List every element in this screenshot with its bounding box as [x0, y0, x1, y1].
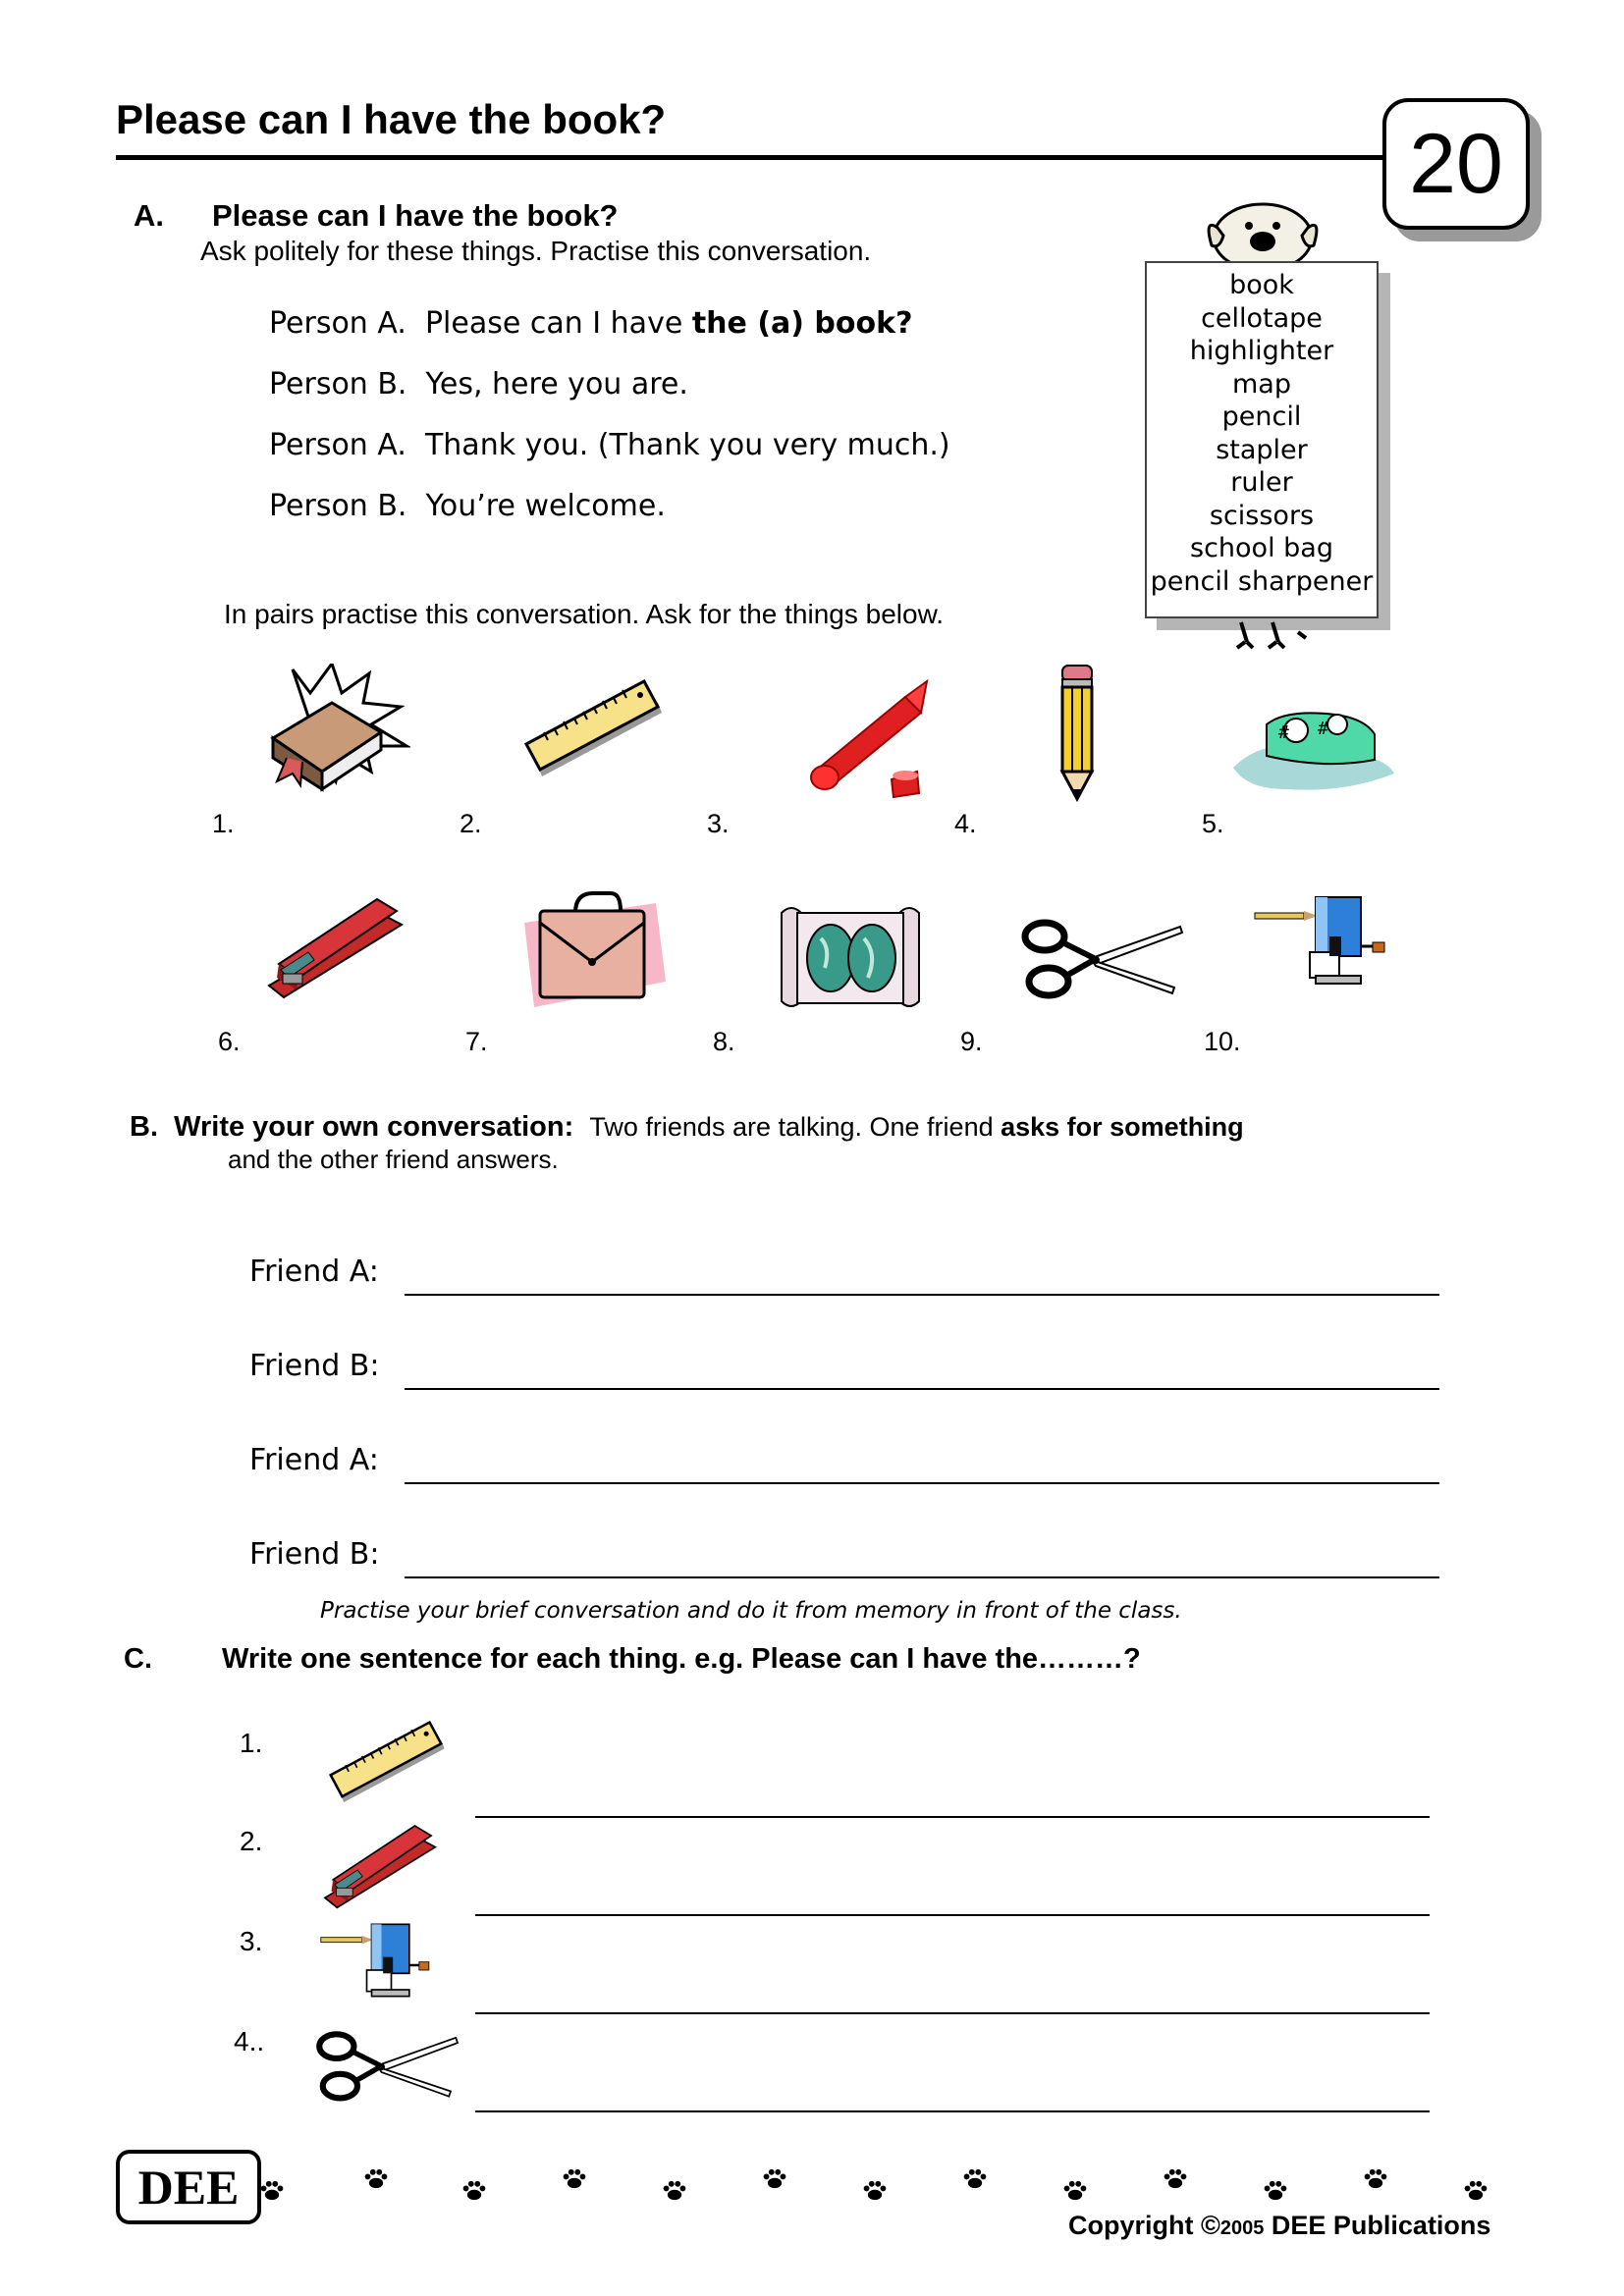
conversation-text: You’re welcome. [425, 489, 666, 523]
page-number-badge: 20 [1382, 98, 1530, 230]
dog-mascot-icon [1198, 188, 1326, 267]
item-number: 4. [954, 809, 977, 838]
conversation-speaker: Person A. [269, 428, 406, 462]
section-b-heading: Write your own conversation: [174, 1111, 574, 1143]
paw-icon [1363, 2167, 1388, 2191]
conversation-speaker: Person A. [269, 306, 406, 341]
section-b-text-bold: asks for something [1001, 1112, 1244, 1142]
word-box-item: highlighter [1189, 336, 1334, 366]
scissors-icon [1017, 909, 1184, 1007]
title-rule [116, 155, 1392, 160]
paw-print-row [259, 2167, 1516, 2207]
paw-icon [259, 2179, 285, 2203]
section-b-text: Two friends are talking. One friend [589, 1112, 1001, 1142]
word-box-item: ruler [1230, 467, 1293, 498]
item-number: 3. [707, 809, 730, 838]
answer-line[interactable] [475, 1914, 1430, 1916]
conversation-bold: the (a) book? [691, 306, 913, 341]
conversation-line-3 [269, 428, 950, 462]
friend-label: Friend B: [249, 1537, 380, 1572]
answer-line[interactable] [405, 1388, 1439, 1390]
conversation-text: Please can I have [424, 306, 692, 341]
item-number: 4.. [234, 2026, 265, 2056]
section-b-text-2: and the other friend answers. [228, 1145, 559, 1174]
item-number: 10. [1204, 1027, 1241, 1056]
conversation-speaker: Person B. [269, 489, 407, 523]
answer-line[interactable] [405, 1294, 1439, 1296]
answer-line[interactable] [405, 1576, 1439, 1578]
copyright-prefix: Copyright © [1068, 2211, 1220, 2240]
book-icon [263, 664, 410, 795]
map-icon [772, 899, 927, 1015]
svg-text:#: # [1318, 719, 1328, 739]
paw-icon [1062, 2179, 1088, 2203]
word-box [1145, 261, 1379, 618]
word-box-item: cellotape [1201, 302, 1323, 334]
paw-icon [1263, 2179, 1288, 2203]
copyright-year: 2005 [1219, 2217, 1265, 2239]
word-box-item: stapler [1216, 434, 1308, 465]
item-number: 6. [218, 1027, 241, 1056]
paw-icon [762, 2167, 787, 2191]
section-c-heading: Write one sentence for each thing. e.g. Please can I have the………? [222, 1643, 1141, 1675]
conversation-line-4 [269, 489, 666, 523]
section-a-letter: A. [134, 198, 164, 233]
item-number: 2. [240, 1826, 263, 1856]
word-box-item: pencil sharpener [1150, 565, 1374, 597]
word-box-item: map [1232, 368, 1291, 400]
ruler-icon [324, 1714, 448, 1808]
item-number: 9. [960, 1027, 983, 1056]
paw-icon [461, 2179, 487, 2203]
pencil-icon [1053, 662, 1106, 803]
paw-icon [363, 2167, 389, 2191]
word-box-item: school bag [1190, 533, 1333, 563]
conversation-text: Yes, here you are. [425, 367, 688, 401]
section-b-note: Practise your brief conversation and do it from memory in front of the class. [320, 1598, 1182, 1624]
item-number: 2. [460, 809, 482, 838]
item-number: 3. [240, 1926, 263, 1956]
section-a-instruction: Ask politely for these things. Practise this conversation. [200, 236, 872, 266]
paw-icon [1163, 2167, 1188, 2191]
word-box-item: pencil [1221, 401, 1302, 432]
paw-icon [562, 2167, 587, 2191]
conversation-line-2 [269, 367, 688, 401]
section-b-letter: B. [130, 1111, 158, 1143]
paw-icon [1463, 2179, 1489, 2203]
paw-icon [962, 2167, 988, 2191]
conversation-speaker: Person B. [269, 367, 407, 401]
cellotape-icon [1227, 695, 1400, 793]
copyright-publisher: DEE Publications [1264, 2211, 1491, 2240]
section-b-header [130, 1111, 1244, 1144]
pairs-instruction: In pairs practise this conversation. Ask for the things below. [224, 599, 945, 629]
svg-text:#: # [1278, 722, 1289, 743]
word-box-item: book [1229, 270, 1294, 300]
friend-label: Friend B: [249, 1349, 380, 1383]
stapler-icon [316, 1816, 440, 1914]
highlighter-icon [797, 673, 935, 801]
word-box-item: scissors [1209, 500, 1315, 531]
dee-logo: DEE [116, 2150, 261, 2224]
stapler-icon [259, 887, 406, 1005]
conversation-line-1 [269, 306, 912, 341]
copyright [1068, 2211, 1490, 2241]
item-number: 8. [713, 1027, 735, 1056]
paw-icon [662, 2179, 687, 2203]
dog-feet-icon [1233, 618, 1312, 652]
section-a-heading: Please can I have the book? [212, 198, 619, 233]
answer-line[interactable] [475, 1816, 1430, 1818]
item-number: 1. [212, 809, 235, 838]
scissors-icon [312, 2022, 460, 2109]
school-bag-icon [518, 883, 666, 1011]
pencil-sharpener-icon [312, 1916, 436, 2014]
paw-icon [862, 2179, 888, 2203]
friend-label: Friend A: [249, 1443, 379, 1477]
conversation-text: Thank you. (Thank you very much.) [424, 428, 950, 462]
answer-line[interactable] [475, 2012, 1430, 2014]
item-number: 5. [1202, 809, 1224, 838]
item-number: 7. [465, 1027, 488, 1056]
friend-label: Friend A: [249, 1255, 379, 1289]
item-number: 1. [240, 1728, 263, 1758]
ruler-icon [518, 673, 666, 781]
answer-line[interactable] [475, 2110, 1430, 2112]
pencil-sharpener-icon [1245, 887, 1392, 1005]
section-c-letter: C. [124, 1643, 152, 1675]
page-title: Please can I have the book? [116, 96, 667, 142]
answer-line[interactable] [405, 1482, 1439, 1484]
